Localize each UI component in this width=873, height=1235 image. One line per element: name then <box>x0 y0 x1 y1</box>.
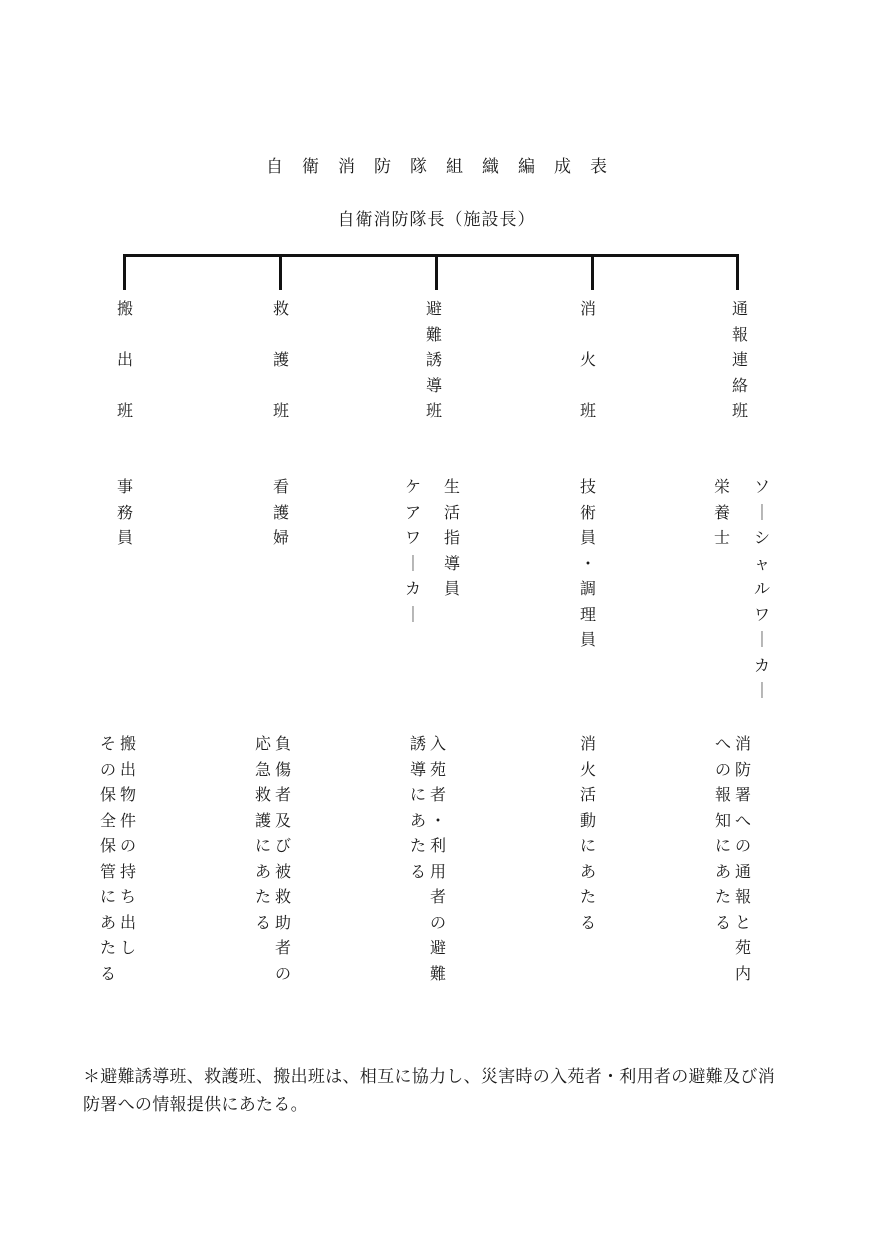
staff-evacuation-1: 生 活 指 導 員 <box>443 477 460 598</box>
unit-name-communication: 通 報 連 絡 班 <box>731 299 748 420</box>
staff-communication-1: ソ ｜ シ ャ ル ワ ｜ カ ｜ <box>753 477 770 700</box>
duty-evacuation-2: 誘 導 に あ た る <box>409 734 426 881</box>
connector-vertical-5 <box>736 254 739 290</box>
staff-evacuation-2: ケ ア ワ ｜ カ ｜ <box>404 477 421 624</box>
unit-name-transport: 搬 出 班 <box>116 299 133 420</box>
unit-name-rescue: 救 護 班 <box>272 299 289 420</box>
duty-evacuation-1: 入 苑 者 ・ 利 用 者 の 避 難 <box>429 734 446 983</box>
duty-firefighting-1: 消 火 活 動 に あ た る <box>579 734 596 932</box>
unit-name-firefighting: 消 火 班 <box>579 299 596 420</box>
staff-rescue-1: 看 護 婦 <box>272 477 289 547</box>
staff-transport-1: 事 務 員 <box>116 477 133 547</box>
staff-communication-2: 栄 養 士 <box>713 477 730 547</box>
duty-communication-1: 消 防 署 へ の 通 報 と 苑 内 <box>734 734 751 983</box>
connector-horizontal <box>123 254 739 257</box>
connector-vertical-4 <box>591 254 594 290</box>
staff-firefighting-1: 技 術 員 ・ 調 理 員 <box>579 477 596 649</box>
unit-name-evacuation: 避 難 誘 導 班 <box>425 299 442 420</box>
document-title: 自衛消防隊組織編成表 <box>266 157 626 177</box>
duty-transport-1: 搬 出 物 件 の 持 ち 出 し <box>119 734 136 957</box>
connector-vertical-3 <box>435 254 438 290</box>
chief-label: 自衛消防隊長（施設長） <box>337 210 536 230</box>
connector-vertical-2 <box>279 254 282 290</box>
footnote: ＊避難誘導班、救護班、搬出班は、相互に協力し、災害時の入苑者・利用者の避難及び消防署への情報提供にあたる。 <box>83 1067 775 1115</box>
duty-transport-2: そ の 保 全 保 管 に あ た る <box>99 734 116 983</box>
duty-rescue-2: 応 急 救 護 に あ た る <box>254 734 271 932</box>
duty-rescue-1: 負 傷 者 及 び 被 救 助 者 の <box>274 734 291 983</box>
duty-communication-2: へ の 報 知 に あ た る <box>714 734 731 932</box>
connector-vertical-1 <box>123 254 126 290</box>
